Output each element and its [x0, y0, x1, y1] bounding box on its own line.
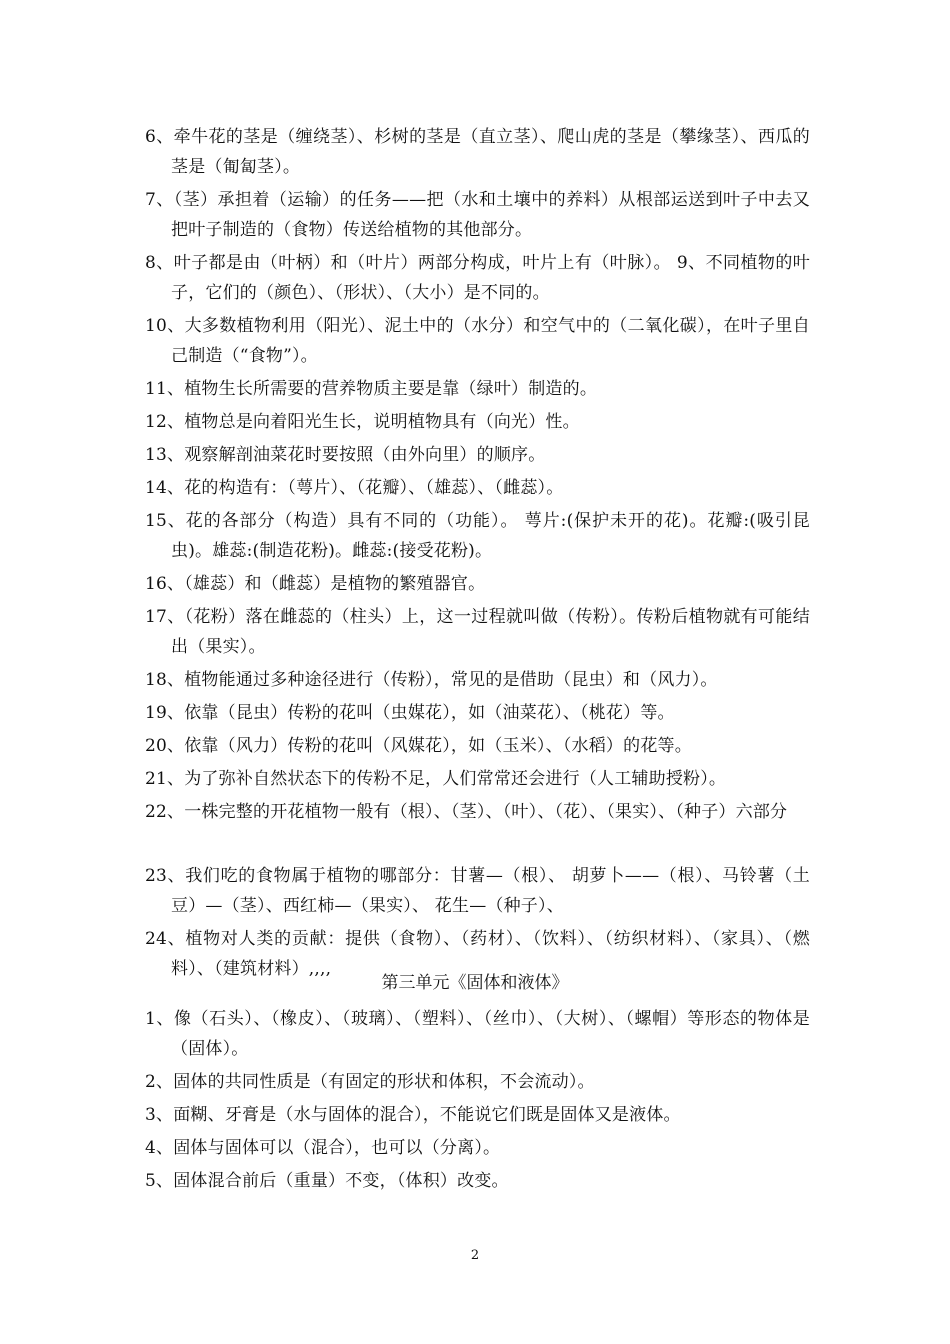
- list-item: 5、固体混合前后（重量）不变，（体积）改变。: [145, 1171, 509, 1191]
- list-item: 1、像（石头）、（橡皮）、（玻璃）、（塑料）、（丝巾）、（大树）、（螺帽）等形态的物体是（固体）。: [145, 1009, 810, 1059]
- list-item: 18、植物能通过多种途径进行（传粉），常见的是借助（昆虫）和（风力）。: [145, 670, 718, 690]
- list-item: 15、花的各部分（构造）具有不同的（功能）。 萼片:(保护未开的花)。花瓣:(吸引昆虫)。雄蕊:(制造花粉)。雌蕊:(接受花粉)。: [145, 511, 810, 561]
- list-item: 23、我们吃的食物属于植物的哪部分：甘薯—（根）、 胡萝卜——（根）、马铃薯（土豆）—（茎）、西红柿—（果实）、 花生—（种子）、: [145, 866, 810, 916]
- list-item: 21、为了弥补自然状态下的传粉不足，人们常常还会进行（人工辅助授粉）。: [145, 769, 727, 789]
- list-item: 19、依靠（昆虫）传粉的花叫（虫媒花），如（油菜花）、（桃花）等。: [145, 703, 675, 723]
- solid-liquid-notes-list: [145, 1004, 810, 1199]
- list-item: 13、观察解剖油菜花时要按照（由外向里）的顺序。: [145, 445, 546, 465]
- list-item: 20、依靠（风力）传粉的花叫（风媒花），如（玉米）、（水稻）的花等。: [145, 736, 692, 756]
- list-item: 8、叶子都是由（叶柄）和（叶片）两部分构成，叶片上有（叶脉）。 9、不同植物的叶子，它们的（颜色）、（形状）、（大小）是不同的。: [145, 253, 810, 303]
- list-item: 4、固体与固体可以（混合），也可以（分离）。: [145, 1138, 501, 1158]
- list-item: 2、固体的共同性质是（有固定的形状和体积，不会流动）。: [145, 1072, 595, 1092]
- page-number: 2: [470, 1248, 480, 1263]
- list-item: 17、（花粉）落在雌蕊的（柱头）上，这一过程就叫做（传粉）。传粉后植物就有可能结出（果实）。: [145, 607, 810, 657]
- list-item: 12、植物总是向着阳光生长，说明植物具有（向光）性。: [145, 412, 580, 432]
- list-item: 7、（茎）承担着（运输）的任务——把（水和土壤中的养料）从根部运送到叶子中去又把叶子制造的（食物）传送给植物的其他部分。: [145, 190, 810, 240]
- list-item: 16、（雄蕊）和（雌蕊）是植物的繁殖器官。: [145, 574, 486, 594]
- list-item: 10、大多数植物利用（阳光）、泥土中的（水分）和空气中的（二氧化碳），在叶子里自己制造（“食物”）。: [145, 316, 810, 366]
- plant-notes-list: [145, 122, 810, 987]
- section-heading: 第三单元《固体和液体》: [381, 973, 569, 993]
- list-item: 22、一株完整的开花植物一般有（根）、（茎）、（叶）、（花）、（果实）、（种子）六部分: [145, 802, 788, 822]
- list-item: 3、面糊、牙膏是（水与固体的混合），不能说它们既是固体又是液体。: [145, 1105, 681, 1125]
- list-item: 14、花的构造有：（萼片）、（花瓣）、（雄蕊）、（雌蕊）。: [145, 478, 564, 498]
- list-item: 11、植物生长所需要的营养物质主要是靠（绿叶）制造的。: [145, 379, 598, 399]
- list-item: 24、植物对人类的贡献：提供（食物）、（药材）、（饮料）、（纺织材料）、（家具）、（燃料）、（建筑材料）,,,,: [145, 929, 810, 979]
- list-item: 6、牵牛花的茎是（缠绕茎）、杉树的茎是（直立茎）、爬山虎的茎是（攀缘茎）、西瓜的茎是（匍匐茎）。: [145, 127, 810, 177]
